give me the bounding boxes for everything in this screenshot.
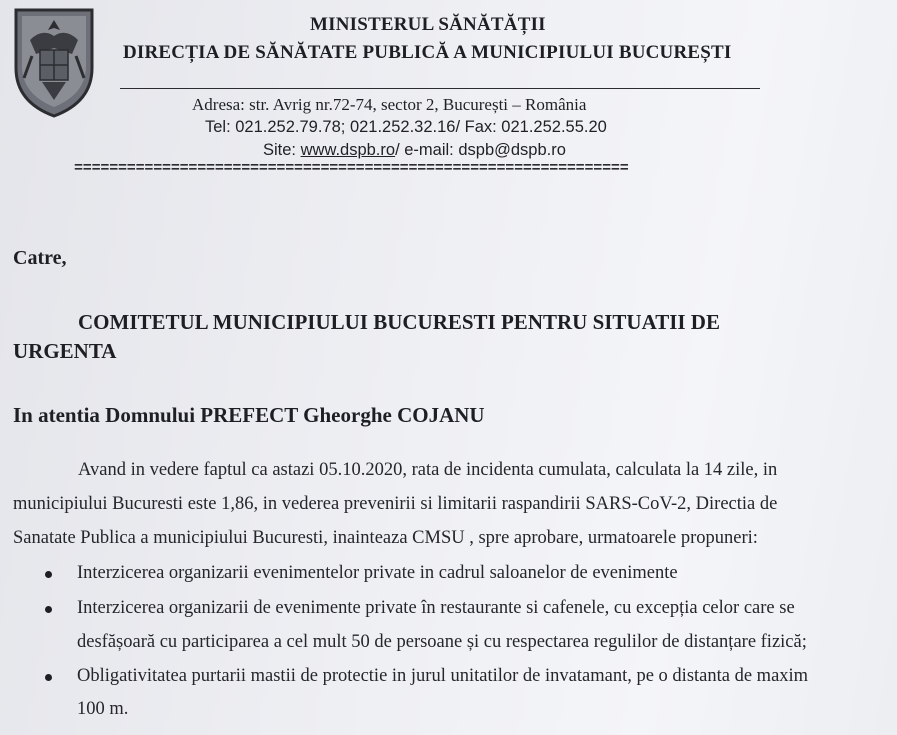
bullet-text: Obligativitatea purtarii mastii de protectie in jurul unitatilor de invatamant, pe o distanta de maxim <box>77 666 809 686</box>
bullet-text: Interzicerea organizarii evenimentelor private in cadrul saloanelor de evenimente <box>77 563 678 583</box>
salutation: Catre, <box>13 247 67 269</box>
recipient-line-2: URGENTA <box>13 339 117 363</box>
bullet-dot <box>45 606 52 613</box>
ministry-title: MINISTERUL SĂNĂTĂȚII <box>310 14 546 35</box>
paragraph-line: Sanatate Publica a municipiului Bucuresti, inainteaza CMSU , spre aprobare, urmatoarele propuneri: <box>13 528 758 548</box>
site-label: Site: <box>263 141 301 159</box>
phone-line: Tel: 021.252.79.78; 021.252.32.16/ Fax: 021.252.55.20 <box>205 118 607 136</box>
paragraph-line: Avand in vedere faptul ca astazi 05.10.2020, rata de incidenta cumulata, calculata la 14 zile, in <box>78 460 778 480</box>
bullet-dot <box>45 571 52 578</box>
coat-of-arms-logo <box>12 6 96 120</box>
address-line: Adresa: str. Avrig nr.72-74, sector 2, București – România <box>192 95 587 114</box>
site-link[interactable]: www.dspb.ro <box>300 141 396 159</box>
attention-line: In atentia Domnului PREFECT Gheorghe COJANU <box>13 403 485 427</box>
separator-line: =============================================================== <box>74 160 629 176</box>
bullet-dot <box>45 674 52 681</box>
paragraph-line: municipiului Bucuresti este 1,86, in vederea prevenirii si limitarii raspandirii SARS-CoV-2, Directia de <box>13 494 778 514</box>
contact-line <box>263 141 566 160</box>
directorate-title: DIRECȚIA DE SĂNĂTATE PUBLICĂ A MUNICIPIULUI BUCUREȘTI <box>123 42 732 63</box>
header-rule <box>120 88 760 89</box>
bullet-text: 100 m. <box>77 699 129 719</box>
email-text: / e-mail: dspb@dspb.ro <box>395 141 566 159</box>
bullet-text: Interzicerea organizarii de evenimente private în restaurante si cafenele, cu excepția celor care se <box>77 598 795 618</box>
bullet-text: desfășoară cu participarea a cel mult 50 de persoane și cu respectarea regulilor de distanțare fizică; <box>77 632 807 652</box>
recipient-line-1: COMITETUL MUNICIPIULUI BUCURESTI PENTRU SITUATII DE <box>78 310 720 334</box>
